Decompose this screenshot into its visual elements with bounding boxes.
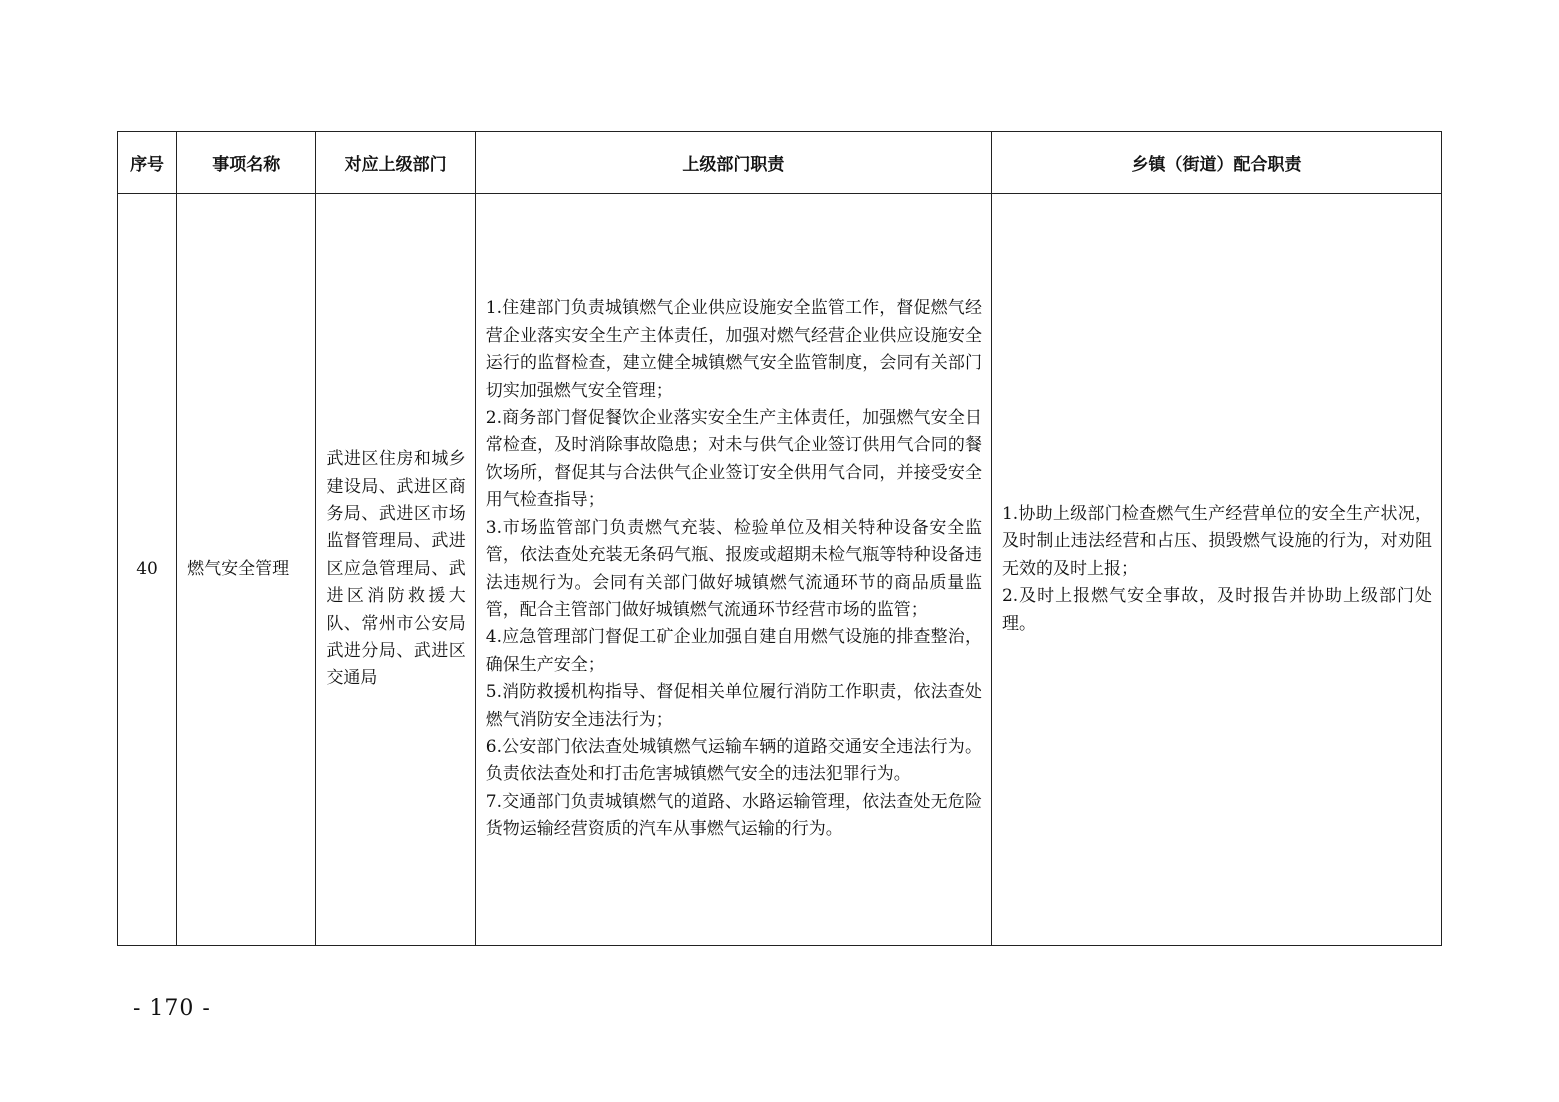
header-row bbox=[118, 132, 1442, 194]
header-upper-duties: 上级部门职责 bbox=[475, 132, 991, 194]
table-row bbox=[118, 194, 1442, 946]
cell-town-duties bbox=[991, 194, 1441, 946]
table-body bbox=[118, 194, 1442, 946]
upper-duty-2: 2.商务部门督促餐饮企业落实安全生产主体责任，加强燃气安全日常检查，及时消除事故隐患；对未与供气企业签订供用气合同的餐饮场所，督促其与合法供气企业签订安全供用气合同，并接受安全用气检查指导； bbox=[485, 408, 982, 511]
header-town-duties: 乡镇（街道）配合职责 bbox=[991, 132, 1441, 194]
upper-duty-4: 4.应急管理部门督促工矿企业加强自建自用燃气设施的排查整治，确保生产安全； bbox=[485, 627, 982, 675]
duty-table bbox=[117, 131, 1442, 946]
upper-duty-1: 1.住建部门负责城镇燃气企业供应设施安全监管工作，督促燃气经营企业落实安全生产主体责任，加强对燃气经营企业供应设施安全运行的监督检查，建立健全城镇燃气安全监管制度，会同有关部门切实加强燃气安全管理； bbox=[485, 298, 982, 401]
upper-duty-3: 3.市场监管部门负责燃气充装、检验单位及相关特种设备安全监管，依法查处充装无条码气瓶、报废或超期未检气瓶等特种设备违法违规行为。会同有关部门做好城镇燃气流通环节的商品质量监管，配合主管部门做好城镇燃气流通环节经营市场的监管； bbox=[485, 517, 982, 620]
cell-item-name: 燃气安全管理 bbox=[177, 194, 316, 946]
header-item-name: 事项名称 bbox=[177, 132, 316, 194]
cell-seq: 40 bbox=[118, 194, 177, 946]
header-seq: 序号 bbox=[118, 132, 177, 194]
upper-duty-7: 7.交通部门负责城镇燃气的道路、水路运输管理，依法查处无危险货物运输经营资质的汽车从事燃气运输的行为。 bbox=[485, 791, 982, 840]
town-duty-1: 1.协助上级部门检查燃气生产经营单位的安全生产状况，及时制止违法经营和占压、损毁燃气设施的行为，对劝阻无效的及时上报； bbox=[1001, 503, 1432, 579]
upper-duty-5: 5.消防救援机构指导、督促相关单位履行消防工作职责，依法查处燃气消防安全违法行为； bbox=[485, 682, 982, 730]
upper-duty-6: 6.公安部门依法查处城镇燃气运输车辆的道路交通安全违法行为。负责依法查处和打击危害城镇燃气安全的违法犯罪行为。 bbox=[485, 736, 982, 785]
header-upper-dept: 对应上级部门 bbox=[316, 132, 475, 194]
town-duty-2: 2.及时上报燃气安全事故，及时报告并协助上级部门处理。 bbox=[1001, 586, 1432, 634]
cell-upper-duties bbox=[475, 194, 991, 946]
page-number: - 170 - bbox=[133, 996, 211, 1021]
table-header bbox=[118, 132, 1442, 194]
cell-upper-dept: 武进区住房和城乡建设局、武进区商务局、武进区市场监督管理局、武进区应急管理局、武进区消防救援大队、常州市公安局武进分局、武进区交通局 bbox=[316, 194, 475, 946]
